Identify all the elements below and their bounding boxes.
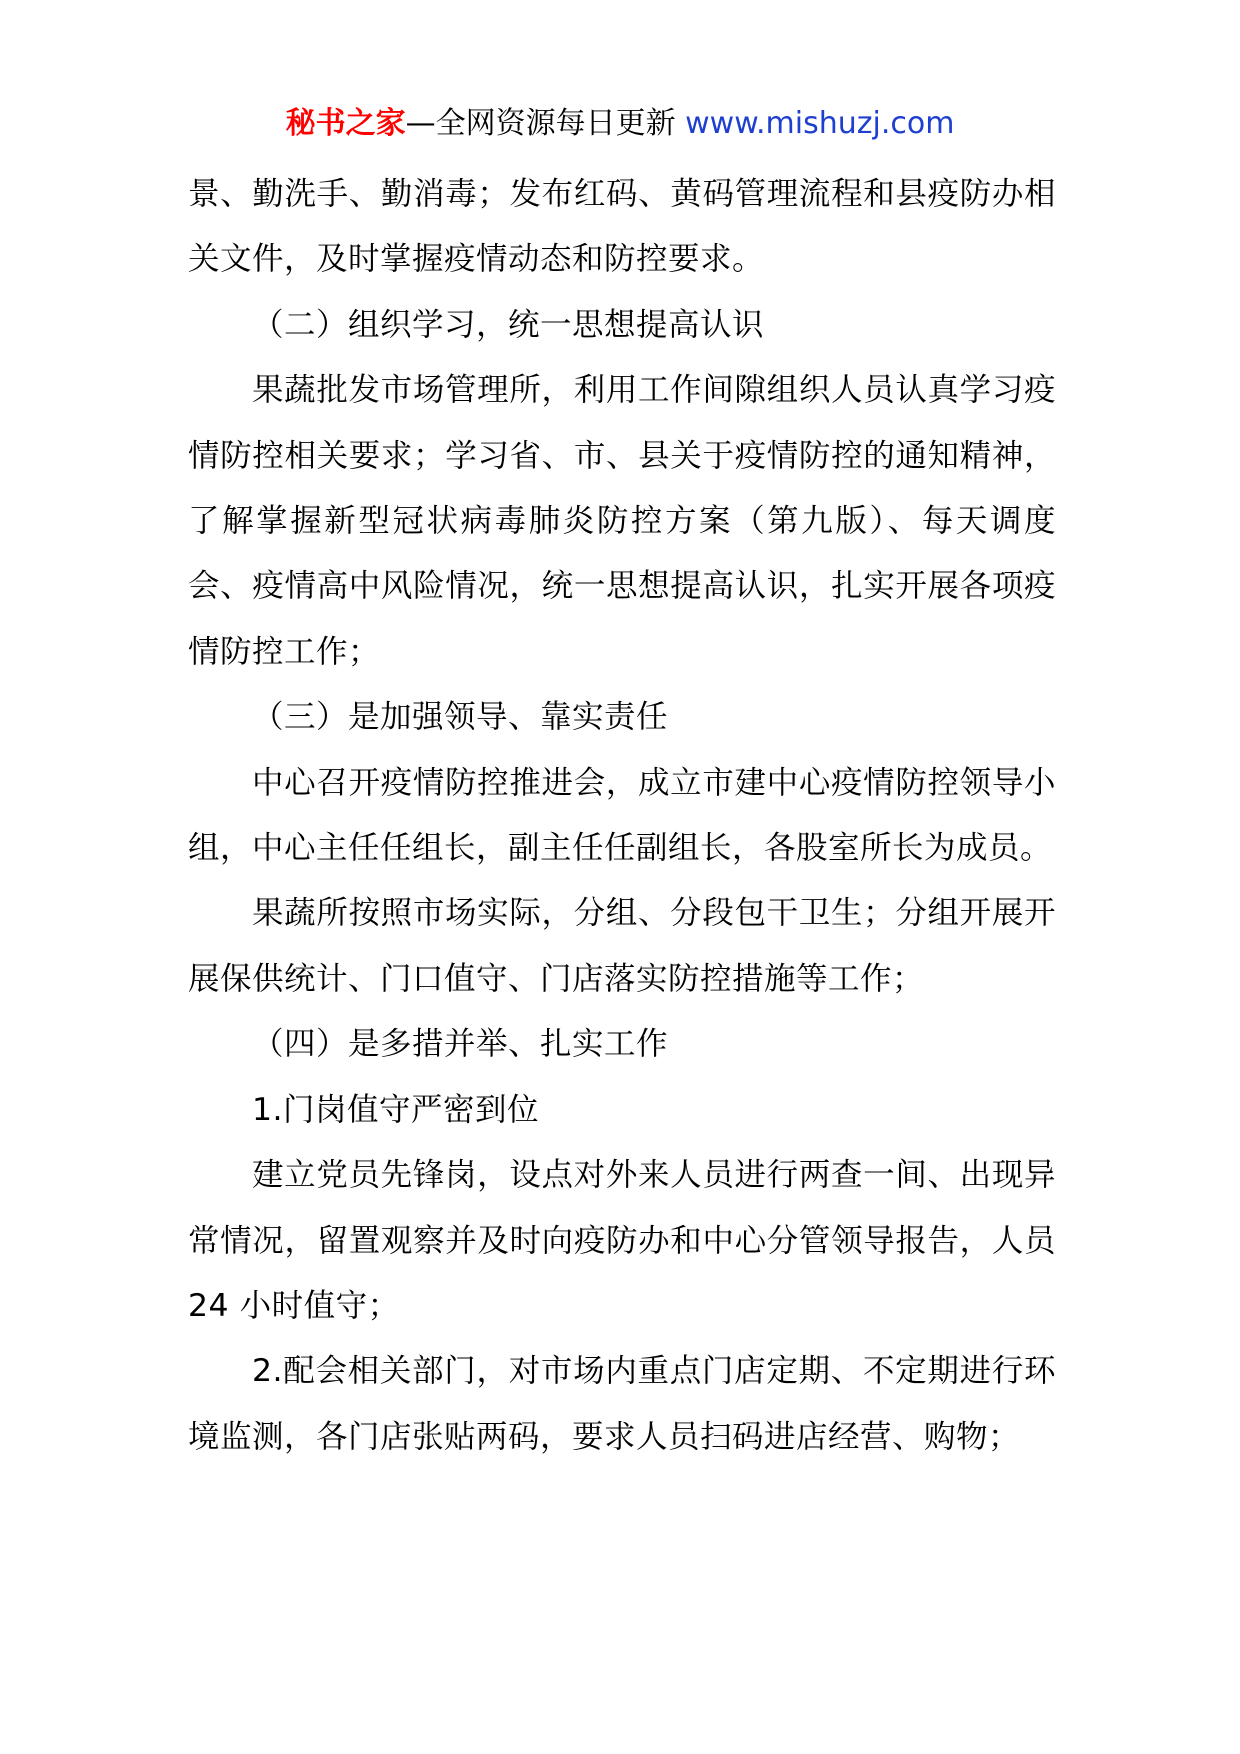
header-url-link[interactable]: www.mishuzj.com — [685, 106, 955, 141]
paragraph: 果蔬所按照市场实际，分组、分段包干卫生；分组开展开展保供统计、门口值守、门店落实防控措施等工作； — [188, 895, 1056, 997]
paragraph: 2.配会相关部门，对市场内重点门店定期、不定期进行环境监测，各门店张贴两码，要求人员扫码进店经营、购物； — [188, 1353, 1056, 1455]
document-body — [188, 162, 1056, 1470]
header-brand: 秘书之家 — [285, 106, 406, 141]
subsection-heading: 1.门岗值守严密到位 — [252, 1091, 540, 1128]
section-heading: （二）组织学习，统一思想提高认识 — [252, 306, 765, 343]
paragraph: 中心召开疫情防控推进会，成立市建中心疫情防控领导小组，中心主任任组长，副主任任副组长，各股室所长为成员。 — [188, 764, 1056, 867]
paragraph: 景、勤洗手、勤消毒；发布红码、黄码管理流程和县疫防办相关文件，及时掌握疫情动态和防控要求。 — [188, 176, 1056, 278]
section-heading: （三）是加强领导、靠实责任 — [252, 699, 669, 736]
page-header — [0, 104, 1240, 144]
section-heading: （四）是多措并举、扎实工作 — [252, 1026, 669, 1063]
header-tagline: —全网资源每日更新 — [405, 106, 686, 141]
paragraph: 建立党员先锋岗，设点对外来人员进行两查一间、出现异常情况，留置观察并及时向疫防办和中心分管领导报告，人员 24 小时值守； — [188, 1157, 1056, 1324]
paragraph: 果蔬批发市场管理所，利用工作间隙组织人员认真学习疫情防控相关要求；学习省、市、县关于疫情防控的通知精神，了解掌握新型冠状病毒肺炎防控方案（第九版）、每天调度会、疫情高中风险情况，统一思想提高认识，扎实开展各项疫情防控工作； — [188, 372, 1056, 670]
